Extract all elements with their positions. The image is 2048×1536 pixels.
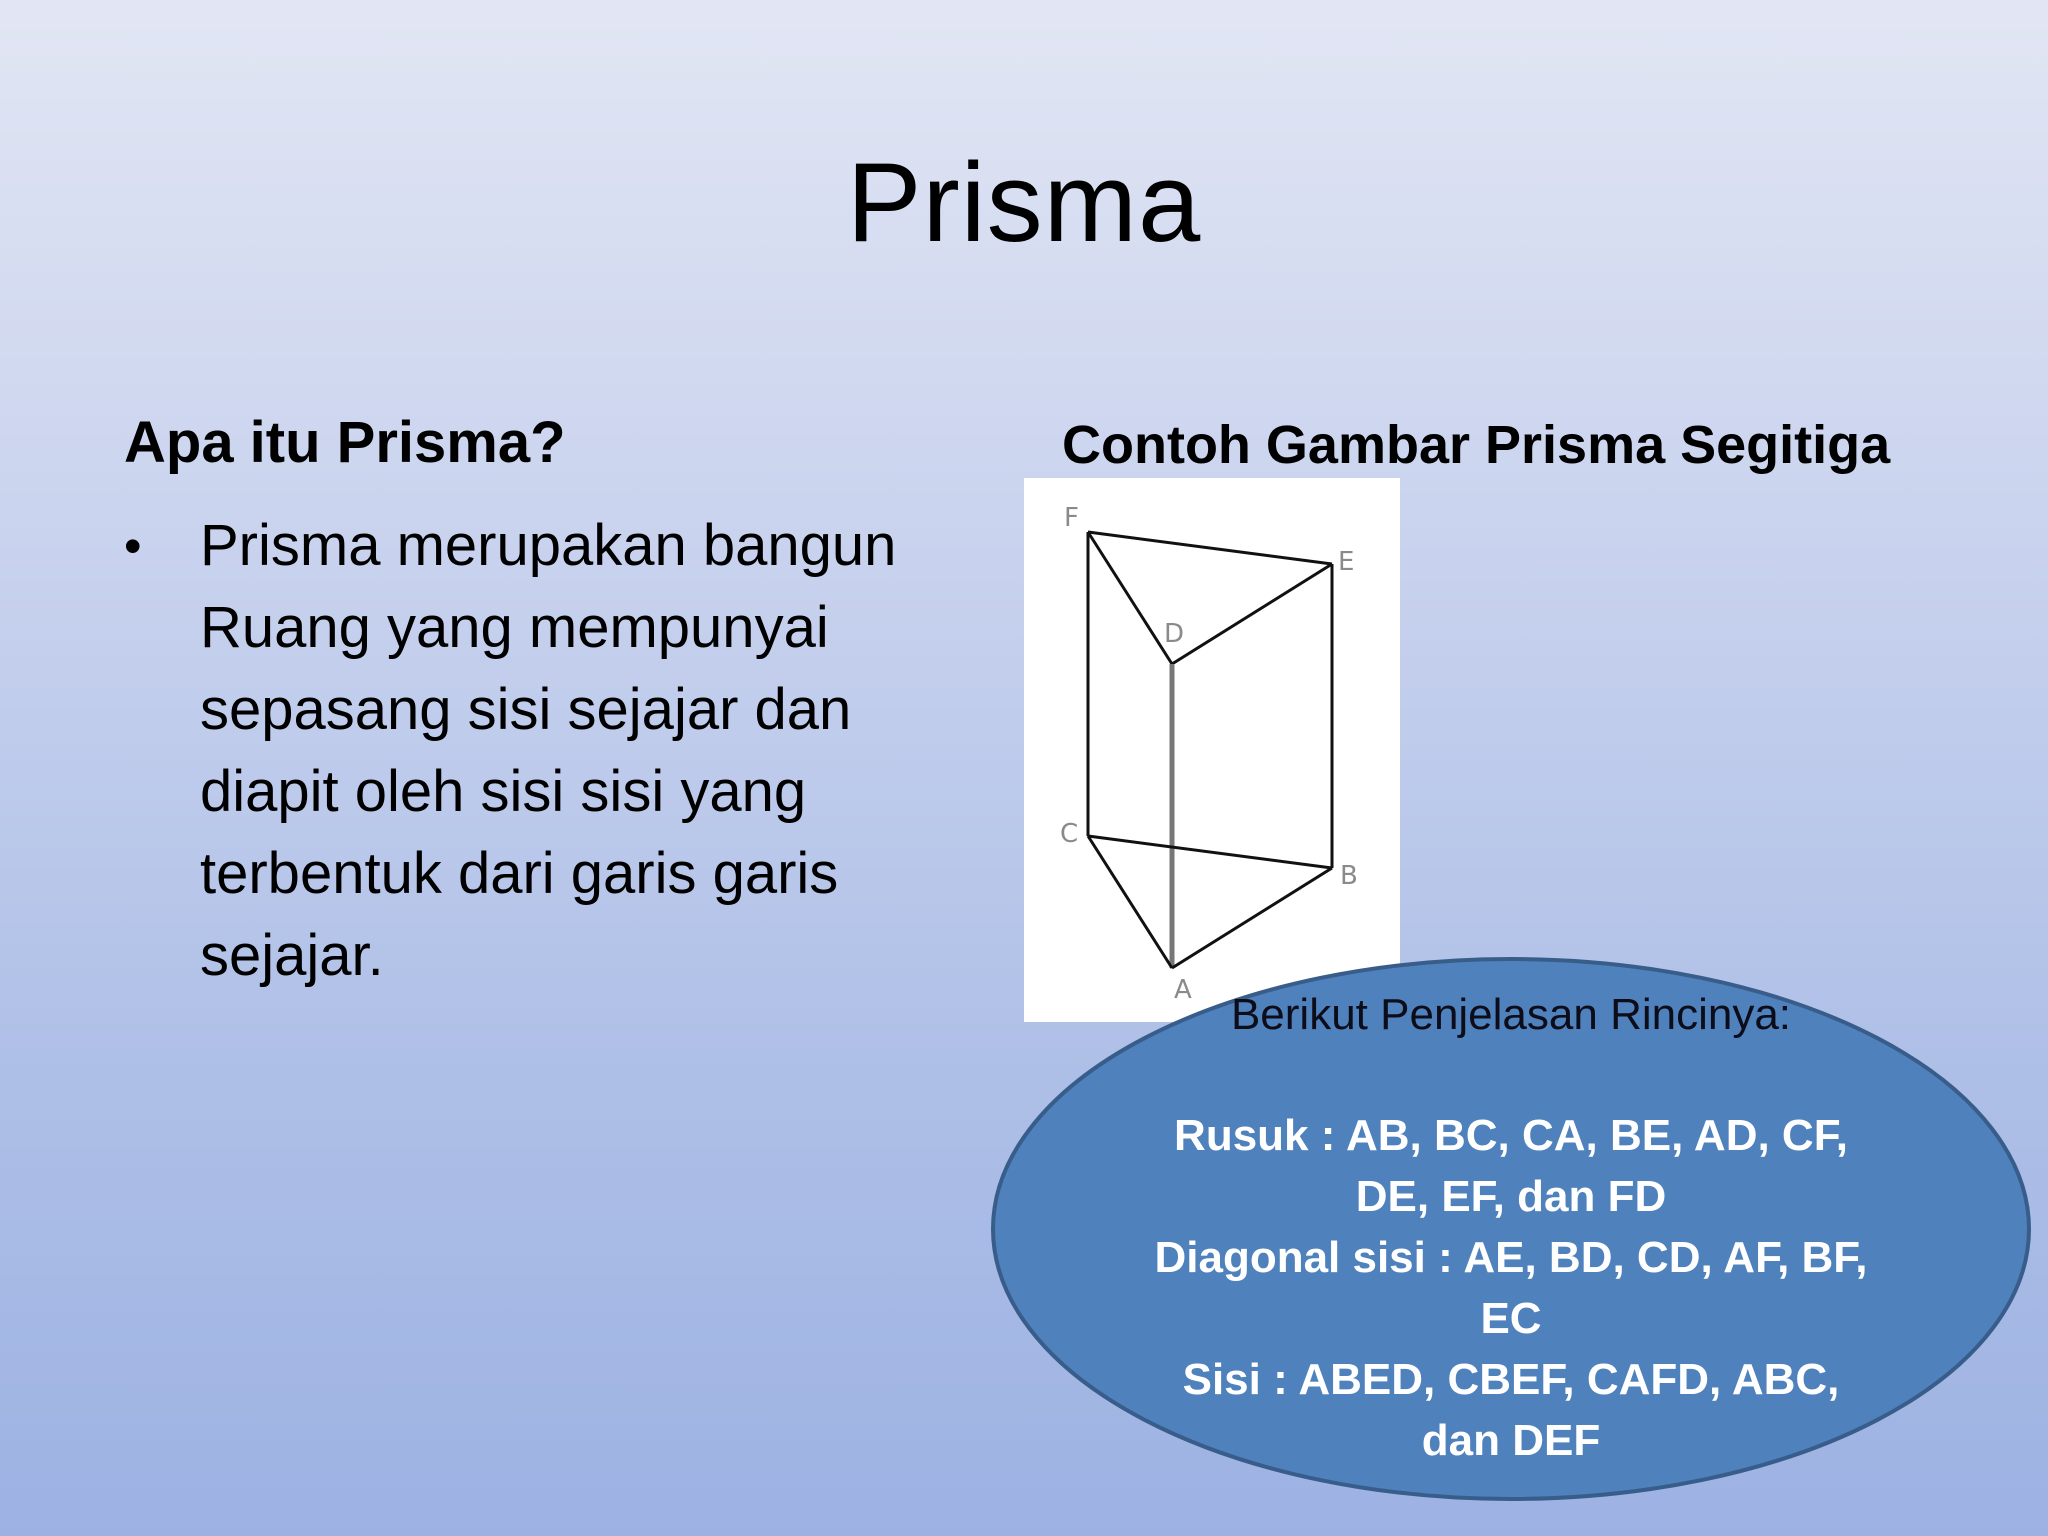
right-heading: Contoh Gambar Prisma Segitiga xyxy=(1062,415,1891,475)
vertex-label-c: C xyxy=(1060,819,1079,849)
vertex-label-f: F xyxy=(1064,503,1079,533)
prism-diagram xyxy=(1024,478,1400,1022)
bullet-icon: • xyxy=(124,518,142,574)
bullet-text: Prisma merupakan bangun Ruang yang mempunyai sepasang sisi sejajar dan diapit oleh sisi sisi yang terbentuk dari garis garis sejajar. xyxy=(200,513,897,988)
callout-ellipse xyxy=(990,955,2032,1503)
bullet-list xyxy=(124,505,984,997)
edge-fd xyxy=(1088,532,1172,664)
bullet-item xyxy=(124,505,984,997)
callout-sisi: Sisi : ABED, CBEF, CAFD, ABC, dan DEF xyxy=(1182,1355,1840,1465)
vertex-label-e: E xyxy=(1338,547,1355,577)
left-heading: Apa itu Prisma? xyxy=(124,410,566,475)
edge-fe xyxy=(1088,532,1332,564)
callout-diagonal: Diagonal sisi : AE, BD, CD, AF, BF, EC xyxy=(1154,1233,1868,1343)
vertex-label-a: A xyxy=(1174,975,1192,1005)
slide-title: Prisma xyxy=(846,140,1202,265)
vertex-label-b: B xyxy=(1340,861,1358,891)
vertex-label-d: D xyxy=(1164,619,1185,649)
callout-rusuk: Rusuk : AB, BC, CA, BE, AD, CF, DE, EF, dan FD xyxy=(1174,1111,1848,1221)
callout-text xyxy=(1140,985,1882,1471)
callout-header: Berikut Penjelasan Rincinya: xyxy=(1230,990,1792,1039)
edge-ab xyxy=(1172,868,1332,968)
prism-figure xyxy=(1024,478,1400,1022)
edge-ca xyxy=(1088,836,1172,968)
edge-de xyxy=(1172,564,1332,664)
edge-cb xyxy=(1088,836,1332,868)
